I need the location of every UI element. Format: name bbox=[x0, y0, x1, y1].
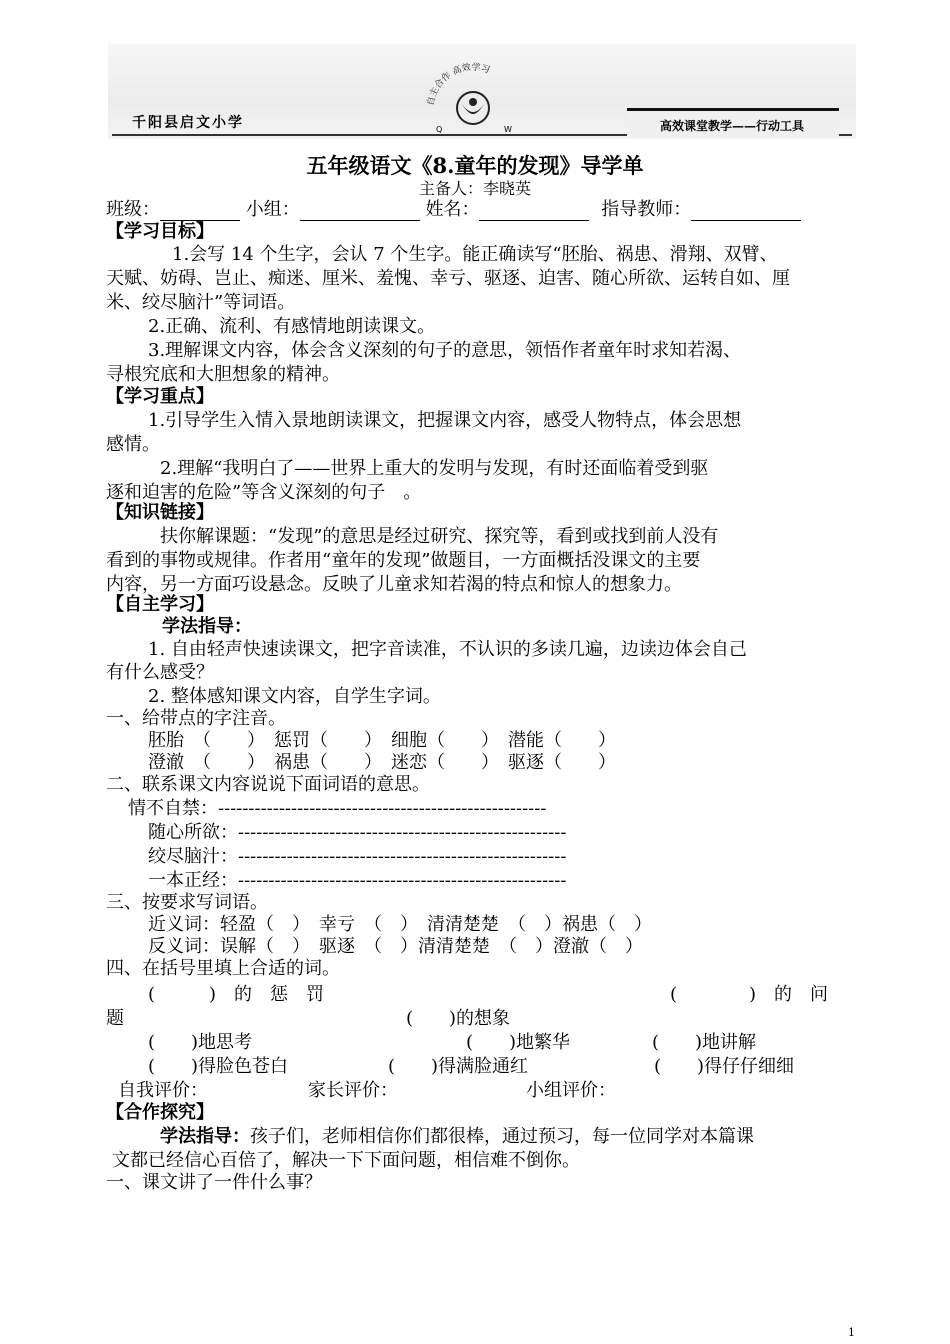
question-4-row-1b[interactable]: ( ) 的 问 bbox=[670, 984, 829, 1005]
question-4-row-3b[interactable]: ( )地繁华 bbox=[466, 1032, 571, 1053]
focus-2-line-2: 逐和迫害的危险”等含义深刻的句子 。 bbox=[106, 482, 422, 503]
class-field[interactable] bbox=[160, 202, 240, 221]
question-2-item-a[interactable]: 情不自禁：------------------------------------------------------ bbox=[128, 798, 547, 819]
teacher-field[interactable] bbox=[691, 202, 801, 221]
info-line bbox=[106, 199, 801, 221]
question-2-item-d[interactable]: 一本正经：------------------------------------------------------ bbox=[148, 870, 567, 891]
question-4-row-4c[interactable]: ( )得仔仔细细 bbox=[654, 1056, 795, 1077]
method-1-line-1: 1. 自由轻声快速读课文，把字音读准，不认识的多读几遍，边读边体会自己 bbox=[148, 639, 747, 660]
name-field[interactable] bbox=[479, 202, 589, 221]
knowledge-line-1: 扶你解课题：“发现”的意思是经过研究、探究等，看到或找到前人没有 bbox=[160, 526, 719, 547]
goal-1-line-3: 米、绞尽脑汁”等词语。 bbox=[106, 292, 296, 313]
page-number: 1 bbox=[848, 1326, 855, 1339]
question-4-row-2b[interactable]: ( )的想象 bbox=[406, 1008, 511, 1029]
coop-line-2: 文都已经信心百倍了，解决一下下面问题，相信难不倒你。 bbox=[112, 1150, 580, 1171]
class-label: 班级： bbox=[106, 199, 160, 220]
group-eval[interactable]: 小组评价： bbox=[526, 1080, 616, 1101]
question-1-row-1[interactable]: 胚胎 （ ） 惩罚（ ） 细胞（ ） 潜能（ ） bbox=[148, 730, 616, 751]
page-title: 五年级语文《8.童年的发现》导学单 bbox=[306, 153, 644, 178]
logo-letter-q: Q bbox=[436, 125, 443, 134]
question-2-item-b[interactable]: 随心所欲：------------------------------------------------------ bbox=[148, 822, 567, 843]
focus-2-line-1: 2.理解“我明白了——世界上重大的发明与发现，有时还面临着受到驱 bbox=[160, 458, 709, 479]
logo-arc-text: 自主合作 高效学习 bbox=[426, 62, 491, 107]
question-4-row-4a[interactable]: ( )得脸色苍白 bbox=[148, 1056, 289, 1077]
knowledge-heading: 【知识链接】 bbox=[106, 502, 214, 523]
question-3: 三、按要求写词语。 bbox=[106, 892, 268, 913]
teacher-label: 指导教师： bbox=[601, 199, 692, 220]
focus-heading: 【学习重点】 bbox=[106, 386, 214, 407]
knowledge-line-3: 内容，另一方面巧设悬念。反映了儿童求知若渴的特点和惊人的想象力。 bbox=[106, 574, 682, 595]
focus-1-line-2: 感情。 bbox=[106, 434, 160, 455]
coop-line-1-text: 孩子们，老师相信你们都很棒，通过预习，每一位同学对本篇课 bbox=[250, 1126, 754, 1147]
parent-eval[interactable]: 家长评价： bbox=[308, 1080, 398, 1101]
method-1-line-2: 有什么感受？ bbox=[106, 662, 214, 683]
question-4-row-3c[interactable]: ( )地讲解 bbox=[652, 1032, 757, 1053]
coop-line-1 bbox=[160, 1126, 754, 1148]
goal-1-line-1: 1.会写 14 个生字，会认 7 个生字。能正确读写“胚胎、祸患、滑翔、双臂、 bbox=[172, 244, 778, 265]
goals-heading: 【学习目标】 bbox=[106, 221, 214, 242]
tagline: 高效课堂教学——行动工具 bbox=[660, 119, 805, 133]
question-2-item-c[interactable]: 绞尽脑汁：------------------------------------------------------ bbox=[148, 846, 567, 867]
method-2: 2. 整体感知课文内容，自学生字词。 bbox=[148, 686, 441, 707]
goal-1-line-2: 天赋、妨碍、岂止、痴迷、厘米、羞愧、幸亏、驱逐、迫害、随心所欲、运转自如、厘 bbox=[106, 268, 790, 289]
question-4-row-2a: 题 bbox=[106, 1008, 124, 1029]
question-4-row-3a[interactable]: ( )地思考 bbox=[148, 1032, 253, 1053]
coop-question-1: 一、课文讲了一件什么事？ bbox=[106, 1172, 322, 1193]
coop-heading: 【合作探究】 bbox=[106, 1102, 214, 1123]
goal-3-line-2: 寻根究底和大胆想象的精神。 bbox=[106, 364, 340, 385]
self-eval[interactable]: 自我评价： bbox=[118, 1080, 208, 1101]
question-4-row-1a[interactable]: ( ) 的 惩 罚 bbox=[148, 984, 325, 1005]
question-4: 四、在括号里填上合适的词。 bbox=[106, 958, 340, 979]
knowledge-line-2: 看到的事物或规律。作者用“童年的发现”做题目，一方面概括没课文的主要 bbox=[106, 550, 701, 571]
self-study-heading: 【自主学习】 bbox=[106, 594, 214, 615]
goal-2: 2.正确、流利、有感情地朗读课文。 bbox=[148, 316, 436, 337]
question-1-row-2[interactable]: 澄澈 （ ） 祸患（ ） 迷恋（ ） 驱逐（ ） bbox=[148, 752, 616, 773]
question-2: 二、联系课文内容说说下面词语的意思。 bbox=[106, 774, 430, 795]
preparer: 主备人：李晓英 bbox=[418, 179, 531, 198]
school-logo bbox=[418, 58, 528, 136]
question-1: 一、给带点的字注音。 bbox=[106, 708, 286, 729]
question-4-row-4b[interactable]: ( )得满脸通红 bbox=[388, 1056, 529, 1077]
question-3-synonyms[interactable]: 近义词：轻盈（ ） 幸亏 （ ） 清清楚楚 （ ）祸患（ ） bbox=[148, 914, 652, 935]
name-label: 姓名： bbox=[425, 199, 480, 220]
goal-3-line-1: 3.理解课文内容，体会含义深刻的句子的意思，领悟作者童年时求知若渴、 bbox=[148, 340, 742, 361]
group-field[interactable] bbox=[300, 202, 420, 221]
group-label: 小组： bbox=[245, 199, 300, 220]
self-study-method: 学法指导： bbox=[162, 616, 252, 637]
school-name: 千阳县启文小学 bbox=[132, 115, 244, 131]
question-3-antonyms[interactable]: 反义词：误解（ ） 驱逐 （ ）清清楚楚 （ ）澄澈（ ） bbox=[148, 936, 643, 957]
logo-letter-w: W bbox=[504, 125, 512, 134]
focus-1-line-1: 1.引导学生入情入景地朗读课文，把握课文内容，感受人物特点，体会思想 bbox=[148, 410, 742, 431]
coop-method: 学法指导： bbox=[160, 1126, 250, 1147]
